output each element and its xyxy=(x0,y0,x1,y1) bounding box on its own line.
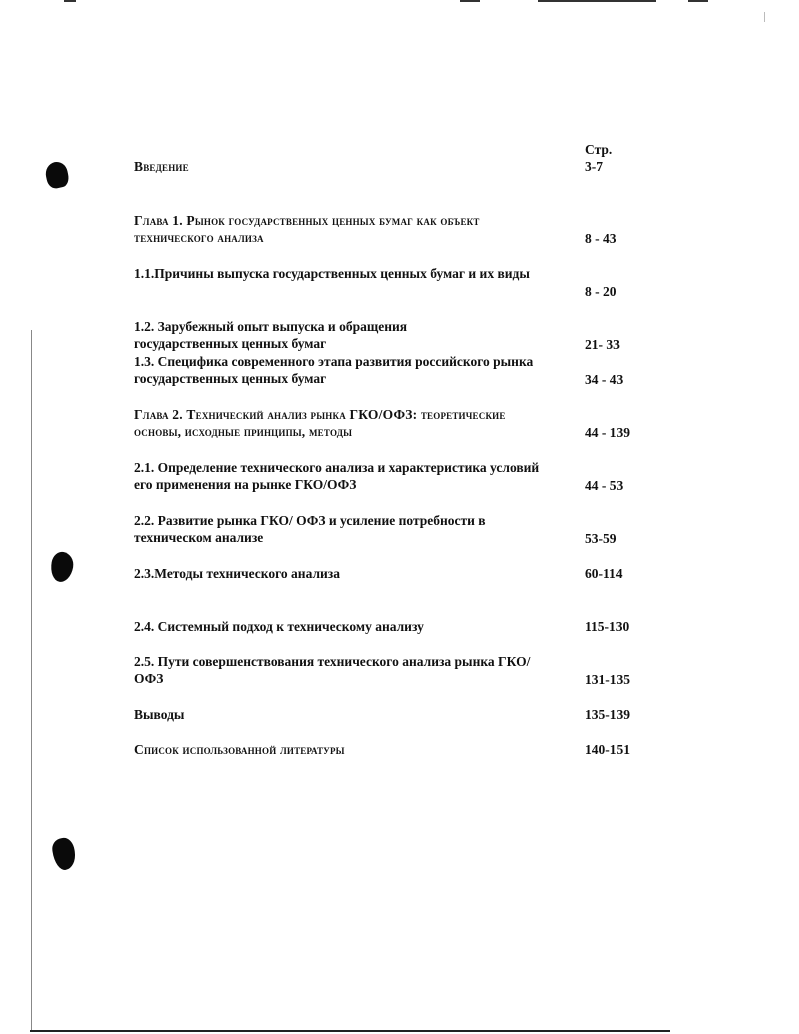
punch-hole-mark xyxy=(49,550,76,583)
toc-entry-page: 53-59 xyxy=(585,531,617,546)
scan-artifact-bottom-edge xyxy=(30,1030,670,1032)
toc-entry-title: Выводы xyxy=(134,707,185,722)
toc-entry-page: 34 - 43 xyxy=(585,372,624,387)
punch-hole-mark xyxy=(51,837,77,872)
toc-entry-page: 115-130 xyxy=(585,619,630,634)
toc-entry-page: 135-139 xyxy=(585,707,630,722)
toc-entry-page: 60-114 xyxy=(585,566,623,581)
toc-entry-page: 21- 33 xyxy=(585,337,620,352)
toc-entry-title: Глава 1. Рынок государственных ценных бумаг как объект технического анализа xyxy=(134,213,480,245)
toc-entry-title: 1.2. Зарубежный опыт выпуска и обращения государственных ценных бумаг xyxy=(134,319,408,351)
toc-entry-title: Глава 2. Технический анализ рынка ГКО/ОФЗ: теоретические основы, исходные принципы, методы xyxy=(134,407,506,439)
toc-entry-title: 2.3.Методы технического анализа xyxy=(134,566,340,581)
toc-entry-page: 131-135 xyxy=(585,672,630,687)
scan-artifact-top xyxy=(688,0,708,2)
toc-entry-title: 1.1.Причины выпуска государственных ценных бумаг и их виды xyxy=(134,266,530,281)
scan-artifact-top xyxy=(64,0,76,2)
toc-entry-title: Список использованной литературы xyxy=(134,742,345,757)
toc-entry-page: 3-7 xyxy=(585,159,603,174)
toc-entry-page: 8 - 43 xyxy=(585,231,617,246)
toc-entry-title: 2.4. Системный подход к техническому анализу xyxy=(134,619,424,634)
scan-artifact-top xyxy=(538,0,656,2)
toc-entry-title: 1.3. Специфика современного этапа развития российского рынка государственных ценных бумаг xyxy=(134,354,534,386)
scan-artifact-left-edge xyxy=(31,330,32,1030)
toc-entry-title: 2.1. Определение технического анализа и характеристика условий его применения на рынке ГКО/ОФЗ xyxy=(134,460,540,492)
punch-hole-mark xyxy=(44,160,71,190)
toc-entry-page: 44 - 139 xyxy=(585,425,630,440)
scan-artifact-mark xyxy=(764,12,765,22)
toc-entry-page: 44 - 53 xyxy=(585,478,624,493)
scan-artifact-top xyxy=(460,0,480,2)
toc-entry-title: Введение xyxy=(134,159,189,174)
toc-entry-title: 2.5. Пути совершенствования технического анализа рынка ГКО/ОФЗ xyxy=(134,654,531,686)
toc-entry-page: 140-151 xyxy=(585,742,630,757)
page-column-label: Стр. xyxy=(585,142,613,157)
toc-entry-title: 2.2. Развитие рынка ГКО/ ОФЗ и усиление потребности в техническом анализе xyxy=(134,513,486,545)
toc-entry-page: 8 - 20 xyxy=(585,284,617,299)
